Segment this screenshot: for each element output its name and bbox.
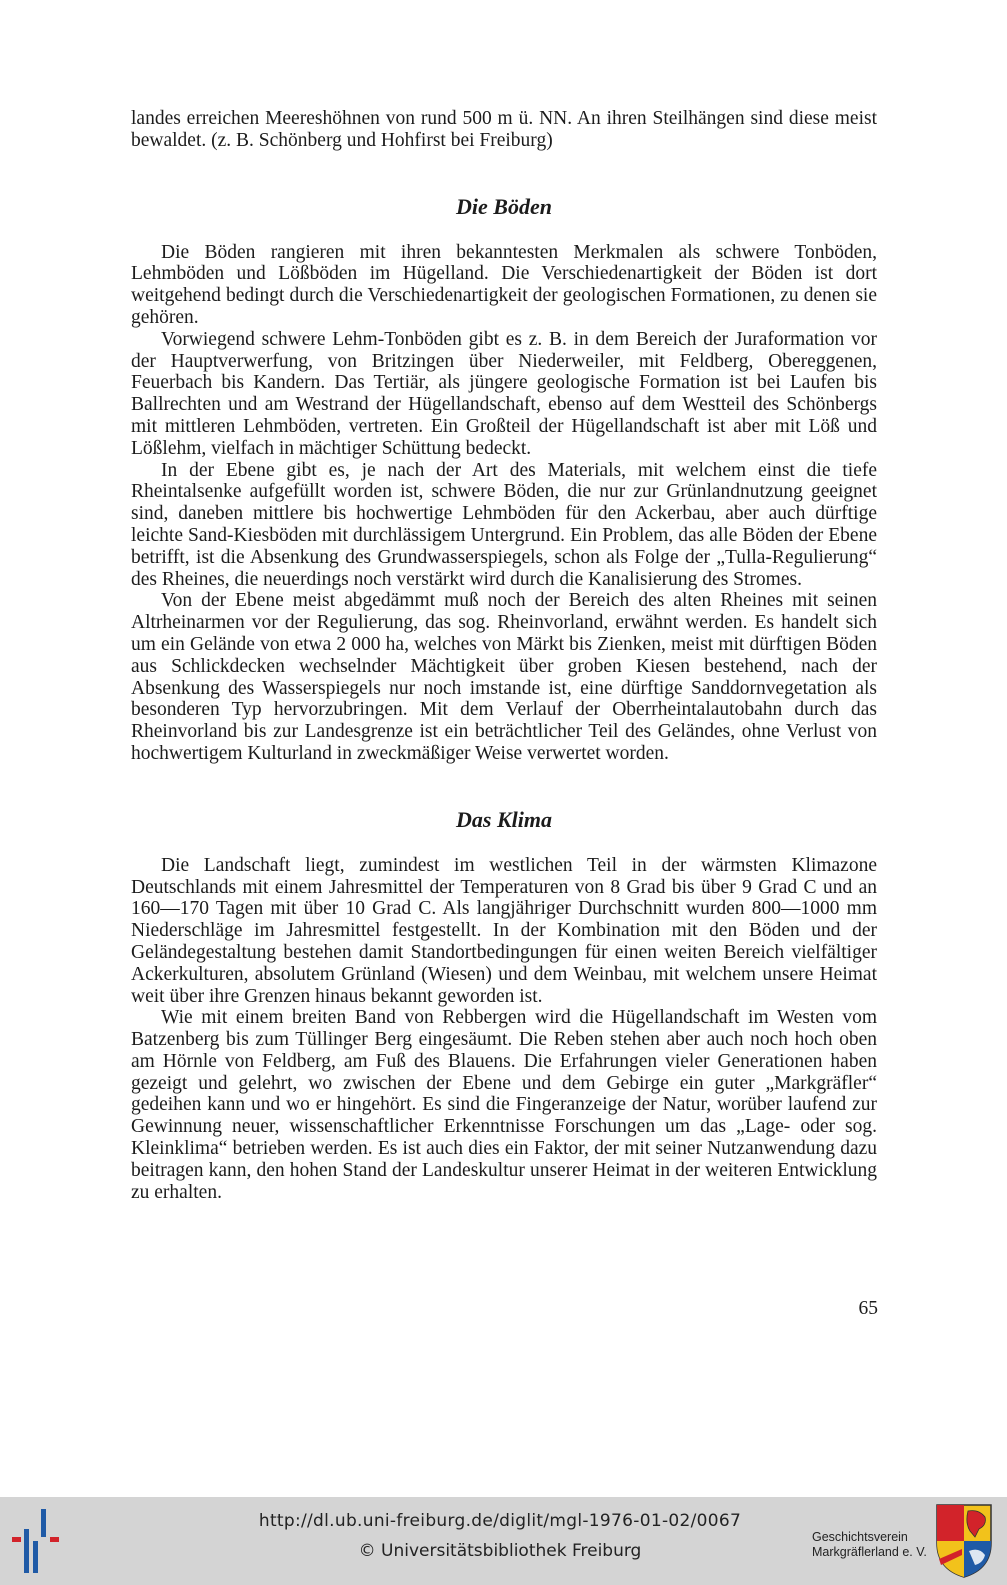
paragraph: Wie mit einem breiten Band von Rebbergen wird die Hügellandschaft im Westen vom Batzenberg bis zum Tüllinger Berg eingesäumt. Die Reben stehen aber auch noch hoch oben am Hörnle von Feldberg, am Fuß des Blauens. Die Erfahrungen vieler Generationen haben gezeigt und gelehrt, wo zwischen der Ebene und dem Gebirge ein guter „Markgräfler“ gedeihen kann und wo er hingehört. Es sind die Fingeranzeige der Natur, worüber laufend zur Gewinnung neuer, wissenschaftlicher Erkenntnisse Forschungen um das „Lage- oder sog. Kleinklima“ betrieben werden. Es ist auch dies ein Faktor, der mit seiner Nutzanwendung dazu beitragen kann, den hohen Stand der Landeskultur unserer Heimat in der weiteren Entwicklung zu erhalten. — [131, 1007, 877, 1203]
society-line-1: Geschichtsverein — [812, 1530, 908, 1544]
document-page — [131, 108, 877, 1203]
section-title-klima: Das Klima — [456, 806, 552, 832]
ub-freiburg-logo-icon — [10, 1507, 66, 1573]
paragraph: Von der Ebene meist abgedämmt muß noch der Bereich des alten Rheines mit seinen Altrheinarmen vor der Regulierung, das sog. Rheinvorland, erwähnt werden. Es handelt sich um ein Gelände von etwa 2 000 ha, welches von Märkt bis Zienken, meist mit dürftigen Böden aus Schlickdecken wechselnder Mächtigkeit über groben Kiesen bestehend, nach der Absenkung des Wasserspiegels nur noch imstande ist, eine dürftige Sanddornvegetation als besonderen Typ hervorzubringen. Mit dem Verlauf der Oberrheintalautobahn durch das Rheinvorland bis zur Landesgrenze ist ein beträchtlicher Teil des Geländes, ohne Verlust von hochwertigem Kulturland in zweckmäßiger Weise verwertet worden. — [131, 590, 877, 764]
coat-of-arms-icon — [935, 1503, 993, 1579]
paragraph: Die Böden rangieren mit ihren bekanntesten Merkmalen als schwere Tonböden, Lehmböden und Lößböden im Hügelland. Die Verschiedenartigkeit der Böden ist dort weitgehend bedingt durch die Verschiedenartigkeit der geologischen Formationen, zu denen sie gehören. — [131, 241, 877, 328]
paragraph: Vorwiegend schwere Lehm-Tonböden gibt es z. B. in dem Bereich der Juraformation vor der Hauptverwerfung, von Britzingen über Niederweiler, mit Feldberg, Obereggenen, Feuerbach bis Kandern. Das Tertiär, als jüngere geologische Formation ist bei Laufen bis Ballrechten und am Westrand der Hügellandschaft, ebenso auf dem Westteil des Schönbergs mit mittleren Lehmböden, vertreten. Ein Großteil der Hügellandschaft ist aber mit Löß und Lößlehm, vielfach in mächtiger Schüttung bedeckt. — [131, 328, 877, 459]
intro-paragraph: landes erreichen Meereshöhnen von rund 500 m ü. NN. An ihren Steilhängen sind diese meist bewaldet. (z. B. Schönberg und Hohfirst bei Freiburg) — [131, 108, 877, 151]
paragraph: Die Landschaft liegt, zumindest im westlichen Teil in der wärmsten Klimazone Deutschlands mit einem Jahresmittel der Temperaturen von 8 Grad bis über 9 Grad C und an 160—170 Tagen mit über 10 Grad C. Als langjähriger Durchschnitt wurden 800—1000 mm Niederschläge im Jahresmittel festgestellt. In der Kombination mit den Böden und der Geländegestaltung bestehen damit Standortbedingungen für einen weiten Bereich vielfältiger Ackerkulturen, absolutem Grünland (Wiesen) und dem Weinbau, mit welchem unsere Heimat weit über ihre Grenzen hinaus bekannt geworden ist. — [131, 854, 877, 1007]
page-number: 65 — [858, 1298, 878, 1319]
copyright-text: © Universitätsbibliothek Freiburg — [358, 1541, 642, 1561]
source-url-link[interactable]: http://dl.ub.uni-freiburg.de/diglit/mgl-1976-01-02/0067 — [258, 1511, 742, 1531]
footer-bar — [0, 1497, 1007, 1585]
society-line-2: Markgräflerland e. V. — [812, 1545, 927, 1559]
society-name — [812, 1530, 937, 1560]
section-title-boeden: Die Böden — [456, 193, 552, 219]
paragraph: In der Ebene gibt es, je nach der Art des Materials, mit welchem einst die tiefe Rheintalsenke aufgefüllt worden ist, schwere Böden, die nur zur Grünlandnutzung geeignet sind, daneben mittlere bis hochwertige Lehmböden für den Ackerbau, aber auch dürftige leichte Sand-Kiesböden mit durchlässigem Untergrund. Ein Problem, das alle Böden der Ebene betrifft, ist die Absenkung des Grundwasserspiegels, schon als Folge der „Tulla-Regulierung“ des Rheines, die neuerdings noch verstärkt wird durch die Kanalisierung des Stromes. — [131, 459, 877, 590]
